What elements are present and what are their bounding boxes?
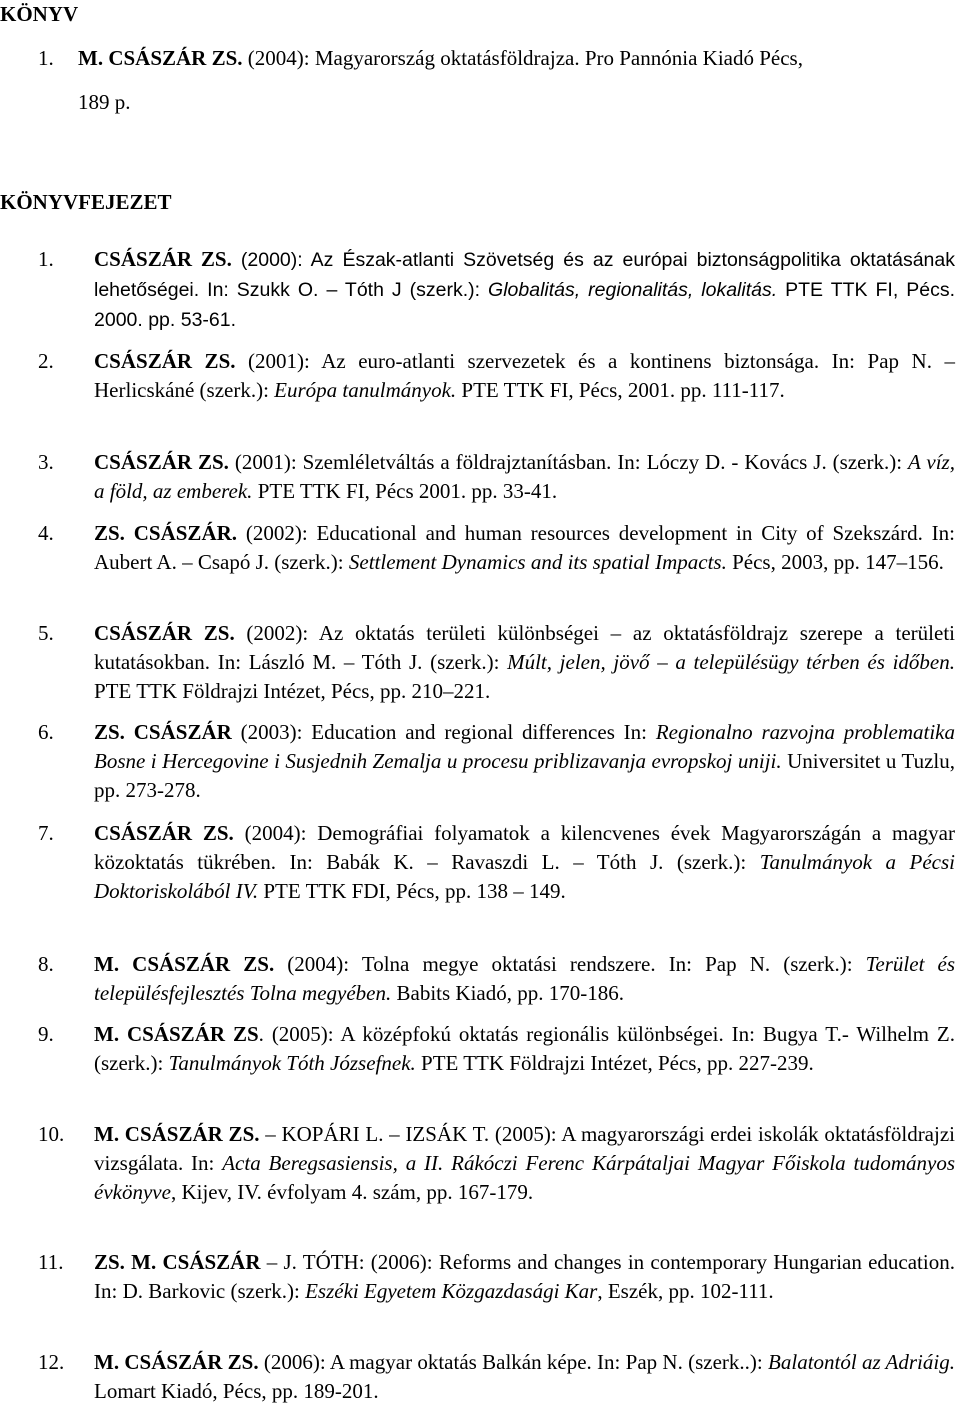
entry-author: ZS. CSÁSZÁR.	[94, 521, 238, 545]
entry-author: CSÁSZÁR ZS.	[94, 821, 234, 845]
entry-title: Eszéki Egyetem Közgazdasági Kar	[305, 1279, 598, 1303]
entry-title: Acta Beregsasiensis, a II. Rákóczi Ferenc Kárpátaljai Magyar Főiskola tudományos évkönyve	[94, 1151, 955, 1204]
entry-text	[94, 519, 955, 577]
entry-publisher: Pécs, 2003, pp. 147–156.	[726, 550, 944, 574]
entry-body: (2000): Az Észak-atlanti Szövetség és az európai biztonságpolitika oktatásának lehetőségei. In: Szukk O. – Tóth J (szerk.):	[94, 249, 955, 301]
entry-number: 7.	[38, 821, 54, 845]
entry-publisher: PTE TTK Földrajzi Intézet, Pécs, pp. 227-239.	[415, 1051, 814, 1075]
entry-body: – KOPÁRI L. – IZSÁK T. (2005): A magyarországi erdei iskolák oktatásföldrajzi vizsgálata. In:	[94, 1122, 955, 1175]
entry-text	[94, 950, 955, 1008]
entry-publisher: PTE TTK FI, Pécs, 2001. pp. 111-117.	[456, 378, 785, 402]
entry-body: – J. TÓTH: (2006): Reforms and changes in contemporary Hungarian education. In: D. Barkovic (szerk.):	[94, 1250, 955, 1303]
entry-body: (2004): Magyarország oktatásföldrajza. Pro Pannónia Kiadó Pécs,	[242, 46, 803, 70]
entry-body: . (2005): A középfokú oktatás regionális különbségei. In: Bugya T.- Wilhelm Z. (szerk.):	[94, 1022, 955, 1075]
entry-author: M. CSÁSZÁR ZS.	[94, 952, 275, 976]
entry-author: M. CSÁSZÁR ZS	[94, 1022, 259, 1046]
entry-author: M. CSÁSZÁR ZS.	[78, 46, 243, 70]
entry-publisher: , Kijev, IV. évfolyam 4. szám, pp. 167-179.	[170, 1180, 534, 1204]
entry-publisher: Universitet u Tuzlu, pp. 273-278.	[94, 749, 955, 802]
entry-number: 11.	[38, 1250, 64, 1274]
entry-publisher: PTE TTK Földrajzi Intézet, Pécs, pp. 210–221.	[94, 679, 491, 703]
entry-publisher: PTE TTK FI, Pécs 2001. pp. 33-41.	[252, 479, 558, 503]
entry-number: 10.	[38, 1122, 65, 1146]
entry-author: M. CSÁSZÁR ZS.	[94, 1122, 260, 1146]
section-heading-book: KÖNYV	[0, 2, 79, 26]
entry-text	[94, 245, 955, 335]
entry-title: Tanulmányok a Pécsi Doktoriskolából IV.	[94, 850, 955, 903]
entry-text	[94, 1120, 955, 1207]
entry-text	[78, 44, 955, 73]
entry-number: 12.	[38, 1350, 65, 1374]
entry-title: Európa tanulmányok.	[274, 378, 457, 402]
entry-text	[94, 619, 955, 706]
entry-title: Settlement Dynamics and its spatial Impacts.	[348, 550, 727, 574]
entry-publisher: Babits Kiadó, pp. 170-186.	[391, 981, 624, 1005]
entry-body: (2004): Demográfiai folyamatok a kilencvenes évek Magyarországán a magyar közoktatás tükrében. In: Babák K. – Ravaszdi L. – Tóth J. (szerk.):	[94, 821, 955, 874]
entry-body: (2001): Az euro-atlanti szervezetek és a kontinens biztonsága. In: Pap N. – Herlicskáné (szerk.):	[94, 349, 955, 402]
entry-author: ZS. M. CSÁSZÁR	[94, 1250, 261, 1274]
entry-number: 9.	[38, 1022, 54, 1046]
entry-pages: 189 p.	[78, 90, 131, 114]
entry-title: Balatontól az Adriáig.	[768, 1350, 955, 1374]
entry-title: Múlt, jelen, jövő – a településügy térben és időben.	[507, 650, 955, 674]
entry-author: CSÁSZÁR ZS.	[94, 450, 229, 474]
entry-text	[94, 1020, 955, 1078]
entry-author: ZS. CSÁSZÁR	[94, 720, 232, 744]
entry-number: 6.	[38, 720, 54, 744]
entry-author: CSÁSZÁR ZS.	[94, 349, 236, 373]
entry-author: CSÁSZÁR ZS.	[94, 247, 232, 271]
entry-body: (2004): Tolna megye oktatási rendszere. In: Pap N. (szerk.):	[274, 952, 866, 976]
entry-publisher: PTE TTK FDI, Pécs, pp. 138 – 149.	[258, 879, 566, 903]
entry-body: (2001): Szemléletváltás a földrajztanításban. In: Lóczy D. - Kovács J. (szerk.):	[228, 450, 908, 474]
entry-body: (2006): A magyar oktatás Balkán képe. In: Pap N. (szerk..):	[258, 1350, 769, 1374]
entry-publisher: Lomart Kiadó, Pécs, pp. 189-201.	[94, 1379, 379, 1403]
entry-author: M. CSÁSZÁR ZS.	[94, 1350, 259, 1374]
entry-text	[94, 347, 955, 405]
entry-number: 5.	[38, 621, 54, 645]
entry-number: 3.	[38, 450, 54, 474]
entry-publisher: PTE TTK FI, Pécs. 2000. pp. 53-61.	[94, 279, 955, 331]
entry-title: Regionalno razvojna problematika Bosne i Hercegovine i Susjednih Zemalja u procesu priblizavanja evropskoj uniji.	[94, 720, 956, 773]
entry-body: (2002): Educational and human resources development in City of Szekszárd. In: Aubert A. – Csapó J. (szerk.):	[94, 521, 955, 574]
entry-number: 4.	[38, 521, 54, 545]
entry-publisher: , Eszék, pp. 102-111.	[597, 1279, 774, 1303]
entry-number: 1.	[38, 46, 54, 70]
entry-text	[94, 448, 955, 506]
section-heading-chapter: KÖNYVFEJEZET	[0, 190, 172, 214]
entry-text	[94, 1348, 955, 1406]
entry-number: 1.	[38, 247, 54, 271]
entry-body: (2002): Az oktatás területi különbségei – az oktatásföldrajz szerepe a területi kutatásokban. In: László M. – Tóth J. (szerk.):	[94, 621, 955, 674]
entry-number: 8.	[38, 952, 54, 976]
entry-author: CSÁSZÁR ZS.	[94, 621, 235, 645]
entry-text	[94, 819, 955, 906]
entry-title: Tanulmányok Tóth Józsefnek.	[168, 1051, 416, 1075]
entry-title: A víz, a föld, az emberek.	[94, 450, 955, 503]
entry-number: 2.	[38, 349, 54, 373]
entry-text	[94, 718, 955, 805]
entry-body: (2003): Education and regional differences In:	[231, 720, 656, 744]
entry-text	[94, 1248, 955, 1306]
entry-title: Terület és településfejlesztés Tolna megyében.	[94, 952, 955, 1005]
entry-title: Globalitás, regionalitás, lokalitás.	[488, 279, 778, 301]
